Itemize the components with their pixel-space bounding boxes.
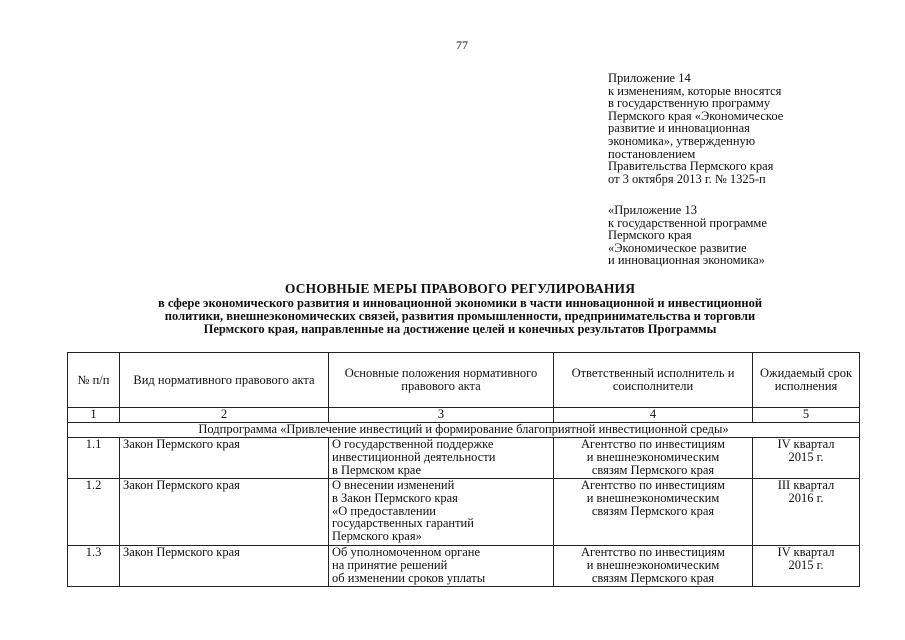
appendix-line: Пермского края xyxy=(608,228,692,243)
table-header-row xyxy=(68,353,860,408)
column-number: 2 xyxy=(120,408,329,423)
subprogram-title: Подпрограмма «Привлечение инвестиций и формирование благоприятной инвестиционной среды» xyxy=(68,423,860,438)
act-type: Закон Пермского края xyxy=(120,546,329,587)
appendix-line: «Экономическое развитие xyxy=(608,240,747,255)
due-term: III квартал 2016 г. xyxy=(753,479,860,546)
act-provisions: Об уполномоченном органе на принятие решений об изменении сроков уплаты xyxy=(329,546,554,587)
column-number-row xyxy=(68,408,860,423)
appendix-line: и инновационная экономика» xyxy=(608,253,765,268)
executor: Агентство по инвестициям и внешнеэкономическим связям Пермского края xyxy=(554,438,753,479)
table-row xyxy=(68,438,860,479)
document-subtitle-line: политики, внешнеэкономических связей, развития промышленности, предпринимательства и торговли xyxy=(164,309,756,323)
column-number: 5 xyxy=(753,408,860,423)
header-act-type: Вид нормативного правового акта xyxy=(120,353,329,408)
act-type: Закон Пермского края xyxy=(120,479,329,546)
appendix-13-block xyxy=(608,204,858,267)
row-number: 1.2 xyxy=(68,479,120,546)
column-number: 4 xyxy=(554,408,753,423)
executor: Агентство по инвестициям и внешнеэкономическим связям Пермского края xyxy=(554,479,753,546)
appendix-line: к изменениям, которые вносятся xyxy=(608,83,782,98)
document-subtitle-line: Пермского края, направленные на достижение целей и конечных результатов Программы xyxy=(203,322,717,336)
appendix-line: к государственной программе xyxy=(608,215,767,230)
column-number: 3 xyxy=(329,408,554,423)
appendix-14-block xyxy=(608,72,858,185)
appendix-line: Приложение 14 xyxy=(608,71,691,85)
appendix-line: в государственную программу xyxy=(608,96,771,111)
header-num: № п/п xyxy=(68,353,120,408)
due-term: IV квартал 2015 г. xyxy=(753,546,860,587)
table-row xyxy=(68,546,860,587)
appendix-line: «Приложение 13 xyxy=(608,203,697,217)
header-provisions: Основные положения нормативного правового акта xyxy=(329,353,554,408)
appendix-line: Пермского края «Экономическое xyxy=(608,108,784,123)
table-row xyxy=(68,479,860,546)
act-provisions: О внесении изменений в Закон Пермского края «О предоставлении государственных гарантий Пермского края» xyxy=(329,479,554,546)
appendix-line: от 3 октября 2013 г. № 1325-п xyxy=(608,171,766,186)
executor: Агентство по инвестициям и внешнеэкономическим связям Пермского края xyxy=(554,546,753,587)
appendix-line: постановлением xyxy=(608,146,696,161)
due-term: IV квартал 2015 г. xyxy=(753,438,860,479)
row-number: 1.3 xyxy=(68,546,120,587)
appendix-line: Правительства Пермского края xyxy=(608,159,774,174)
act-type: Закон Пермского края xyxy=(120,438,329,479)
row-number: 1.1 xyxy=(68,438,120,479)
header-executor: Ответственный исполнитель и соисполнители xyxy=(554,353,753,408)
page-number: 77 xyxy=(456,38,468,52)
appendix-line: развитие и инновационная xyxy=(608,121,750,136)
document-subtitle-line: в сфере экономического развития и инновационной экономики в части инновационной и инвестиционной xyxy=(157,296,763,310)
subprogram-row xyxy=(68,423,860,438)
header-term: Ожидаемый срок исполнения xyxy=(753,353,860,408)
act-provisions: О государственной поддержке инвестиционной деятельности в Пермском крае xyxy=(329,438,554,479)
appendix-line: экономика», утвержденную xyxy=(608,133,756,148)
document-title: ОСНОВНЫЕ МЕРЫ ПРАВОВОГО РЕГУЛИРОВАНИЯ xyxy=(284,281,636,296)
column-number: 1 xyxy=(68,408,120,423)
measures-table xyxy=(67,352,860,587)
